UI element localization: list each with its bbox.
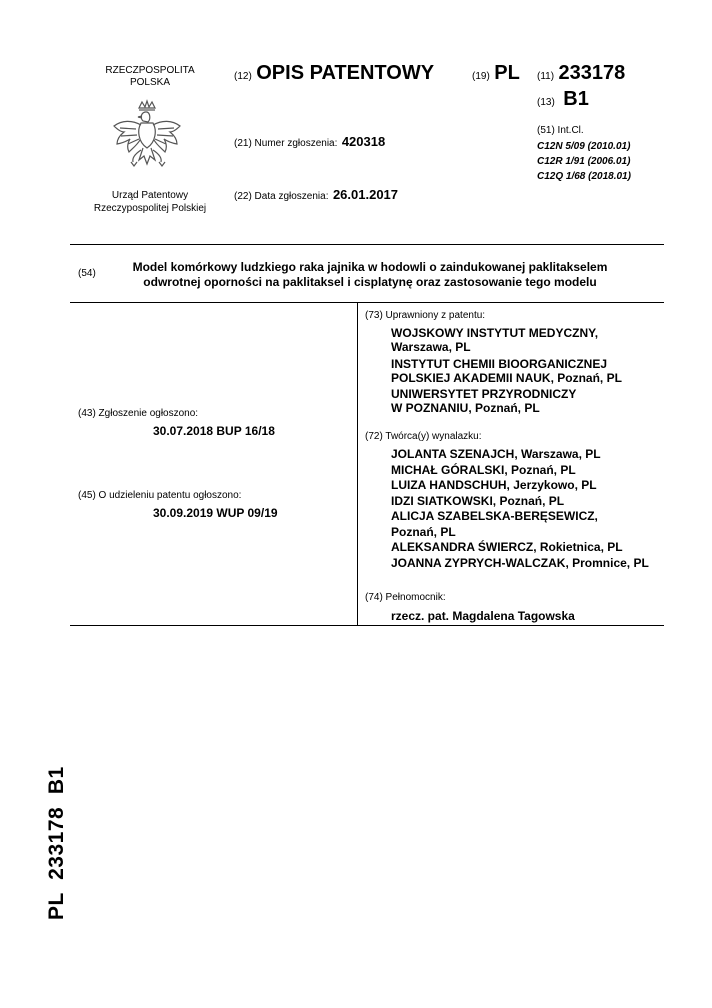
inventor-line: JOANNA ZYPRYCH-WALCZAK, Promnice, PL	[391, 555, 649, 570]
country-code: PL	[494, 62, 520, 84]
application-date	[234, 186, 398, 204]
proprietor-entry	[391, 387, 576, 415]
application-number	[234, 133, 385, 151]
code-13: (13)	[537, 97, 555, 108]
classification-code: C12Q 1/68 (2018.01)	[537, 171, 631, 182]
proprietors-label: (73) Uprawniony z patentu:	[365, 310, 486, 321]
office-line-1: Urząd Patentowy	[111, 190, 189, 201]
patent-number-header	[537, 62, 625, 85]
classification-label: (51) Int.Cl.	[537, 125, 584, 136]
office-name	[80, 189, 220, 215]
inventor-line: Poznań, PL	[391, 524, 456, 539]
divider-top	[70, 244, 664, 245]
grant-publication-value: 30.09.2019 WUP 09/19	[153, 506, 278, 520]
application-number-label: (21) Numer zgłoszenia:	[234, 138, 338, 149]
patent-title	[120, 260, 620, 290]
proprietor-line: Warszawa, PL	[391, 340, 471, 354]
inventor-line: ALICJA SZABELSKA-BERĘSEWICZ,	[391, 509, 598, 523]
column-divider	[357, 302, 358, 625]
divider-bottom	[70, 625, 664, 626]
patent-number: 233178	[558, 62, 626, 84]
code-11: (11)	[537, 71, 555, 82]
document-type: OPIS PATENTOWY	[256, 62, 435, 84]
title-line-2: odwrotnej oporności na paklitaksel i cisplatynę oraz zastosowanie tego modelu	[143, 275, 597, 289]
application-date-label: (22) Data zgłoszenia:	[234, 191, 329, 202]
inventor-line: IDZI SIATKOWSKI, Poznań, PL	[391, 493, 565, 508]
attorney-label: (74) Pełnomocnik:	[365, 592, 446, 603]
app-publication-label: (43) Zgłoszenie ogłoszono:	[78, 408, 199, 419]
office-line-2: Rzeczypospolitej Polskiej	[93, 203, 207, 214]
proprietor-line: WOJSKOWY INSTYTUT MEDYCZNY,	[391, 326, 599, 340]
country-line-1: RZECZPOSPOLITA	[105, 65, 195, 76]
proprietor-line: POLSKIEJ AKADEMII NAUK, Poznań, PL	[391, 371, 622, 385]
inventors-label: (72) Twórca(y) wynalazku:	[365, 431, 482, 442]
code-19: (19)	[472, 71, 490, 82]
eagle-emblem-icon	[108, 98, 186, 182]
proprietor-line: UNIWERSYTET PRZYRODNICZY	[391, 387, 577, 401]
application-number-value: 420318	[341, 134, 386, 149]
inventor-line: ALEKSANDRA ŚWIERCZ, Rokietnica, PL	[391, 540, 623, 554]
classification-code: C12R 1/91 (2006.01)	[537, 156, 631, 167]
inventors-list	[391, 447, 649, 571]
divider-middle	[70, 302, 664, 303]
classification-code: C12N 5/09 (2010.01)	[537, 141, 631, 152]
app-publication-value: 30.07.2018 BUP 16/18	[153, 424, 275, 438]
country-name	[80, 65, 220, 89]
proprietor-entry	[391, 326, 598, 354]
side-patent-identifier: PL 233178 B1	[45, 766, 68, 920]
inventor-line: JOLANTA SZENAJCH, Warszawa, PL	[391, 447, 601, 461]
proprietor-entry	[391, 357, 622, 385]
inventor-line: LUIZA HANDSCHUH, Jerzykowo, PL	[391, 478, 597, 492]
inventor-line: MICHAŁ GÓRALSKI, Poznań, PL	[391, 462, 576, 477]
country-code-header	[472, 62, 520, 85]
application-date-value: 26.01.2017	[332, 187, 399, 202]
proprietor-line: W POZNANIU, Poznań, PL	[391, 401, 540, 415]
document-type-header	[234, 62, 434, 85]
country-line-2: POLSKA	[129, 77, 171, 88]
proprietor-line: INSTYTUT CHEMII BIOORGANICZNEJ	[391, 357, 608, 371]
classification-codes	[537, 139, 631, 184]
attorney-name: rzecz. pat. Magdalena Tagowska	[391, 609, 575, 623]
title-line-1: Model komórkowy ludzkiego raka jajnika w hodowli o zaindukowanej paklitakselem	[132, 260, 608, 274]
kind-code-header	[537, 88, 589, 111]
code-12: (12)	[234, 71, 252, 82]
title-code: (54)	[78, 268, 96, 279]
kind-code: B1	[563, 88, 589, 110]
grant-publication-label: (45) O udzieleniu patentu ogłoszono:	[78, 490, 242, 501]
